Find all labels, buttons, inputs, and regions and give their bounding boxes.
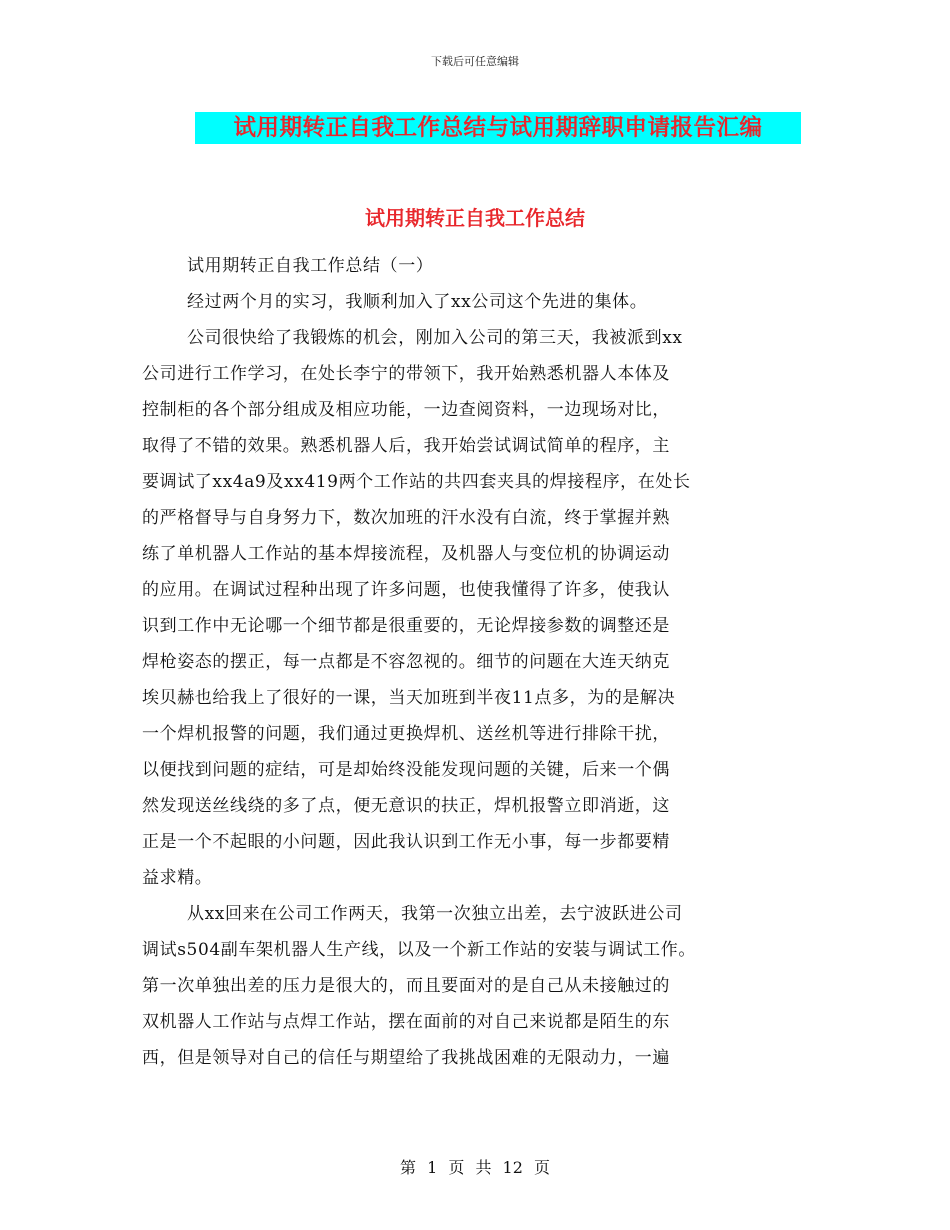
body-line: 控制柜的各个部分组成及相应功能，一边查阅资料，一边现场对比， <box>142 400 670 420</box>
page-number-footer: 第 1 页 共 12 页 <box>400 1158 550 1177</box>
body-line: 益求精。 <box>142 868 213 888</box>
body-line: 西，但是领导对自己的信任与期望给了我挑战困难的无限动力，一遍 <box>142 1048 670 1068</box>
body-line: 的应用。在调试过程种出现了许多问题，也使我懂得了许多，使我认 <box>142 580 670 600</box>
body-line: 识到工作中无论哪一个细节都是很重要的，无论焊接参数的调整还是 <box>142 616 670 636</box>
body-line: 双机器人工作站与点焊工作站，摆在面前的对自己来说都是陌生的东 <box>142 1012 670 1032</box>
body-line: 第一次单独出差的压力是很大的，而且要面对的是自己从未接触过的 <box>142 976 670 996</box>
body-line: 埃贝赫也给我上了很好的一课，当天加班到半夜11点多，为的是解决 <box>142 688 676 708</box>
body-line: 公司很快给了我锻炼的机会，刚加入公司的第三天，我被派到xx <box>187 328 683 348</box>
body-line: 试用期转正自我工作总结（一） <box>187 256 434 276</box>
body-line: 的严格督导与自身努力下，数次加班的汗水没有白流，终于掌握并熟 <box>142 508 670 528</box>
body-text <box>142 248 808 1076</box>
body-line: 从xx回来在公司工作两天，我第一次独立出差，去宁波跃进公司 <box>187 904 683 924</box>
body-line: 焊枪姿态的摆正，每一点都是不容忽视的。细节的问题在大连天纳克 <box>142 652 670 672</box>
body-line: 取得了不错的效果。熟悉机器人后，我开始尝试调试简单的程序，主 <box>142 436 670 456</box>
body-line: 经过两个月的实习，我顺利加入了xx公司这个先进的集体。 <box>187 292 648 312</box>
body-line: 要调试了xx4a9及xx419两个工作站的共四套夹具的焊接程序，在处长 <box>142 472 691 492</box>
body-line: 公司进行工作学习，在处长李宁的带领下，我开始熟悉机器人本体及 <box>142 364 670 384</box>
main-title: 试用期转正自我工作总结与试用期辞职申请报告汇编 <box>195 112 801 144</box>
body-line: 练了单机器人工作站的基本焊接流程，及机器人与变位机的协调运动 <box>142 544 670 564</box>
body-line: 调试s504副车架机器人生产线，以及一个新工作站的安装与调试工作。 <box>142 940 696 960</box>
body-line: 一个焊机报警的问题，我们通过更换焊机、送丝机等进行排除干扰， <box>142 724 670 744</box>
body-line: 然发现送丝线绕的多了点，便无意识的扶正，焊机报警立即消逝，这 <box>142 796 670 816</box>
body-line: 正是一个不起眼的小问题，因此我认识到工作无小事，每一步都要精 <box>142 832 670 852</box>
header-note: 下载后可任意编辑 <box>431 55 519 68</box>
body-line: 以便找到问题的症结，可是却始终没能发现问题的关键，后来一个偶 <box>142 760 670 780</box>
section-title: 试用期转正自我工作总结 <box>365 206 585 230</box>
